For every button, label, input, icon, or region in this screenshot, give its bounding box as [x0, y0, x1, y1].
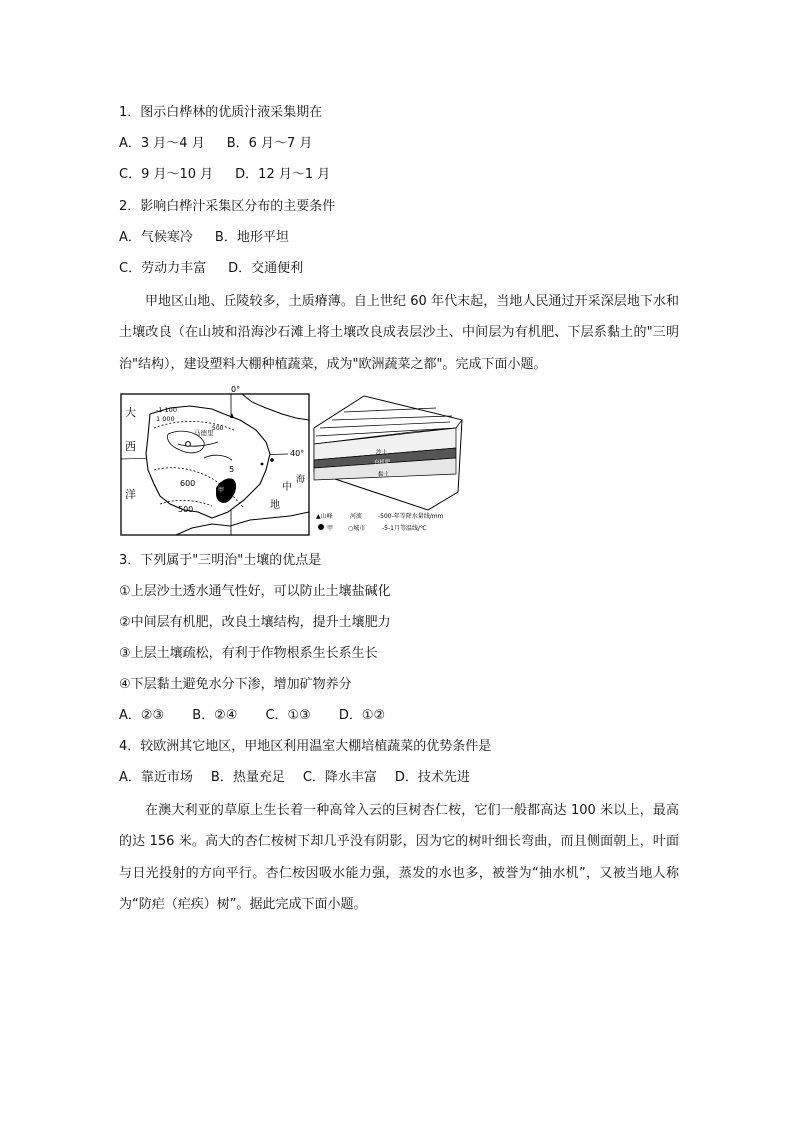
q1-option-c: C．9 月～10 月: [119, 167, 214, 182]
parallel-label: 40°: [290, 449, 305, 458]
region-jia-label: 甲: [218, 487, 225, 494]
passage-spain-vegetables: 甲地区山地、丘陵较多，土质瘠薄。自上世纪 60 年代末起，当地人民通过开采深层地下水和土壤改良（在山坡和沿海沙石滩上将土壤改良成表层沙土、中间层为有机肥、下层系黏土的"三明治"结构），建设塑料大棚种植蔬菜，成为"欧洲蔬菜之都"。完成下面小题。: [119, 294, 679, 372]
island-1: [270, 458, 274, 462]
q1-options-row-1: [119, 134, 334, 154]
q4-option-c: C．降水丰富: [302, 770, 377, 785]
ocean-label-2: 西: [125, 440, 136, 453]
q1-option-d: D．12 月～1 月: [235, 167, 331, 182]
legend-city: ○城市: [348, 525, 366, 532]
q2-option-c: C．劳动力丰富: [119, 261, 207, 276]
isoline-label-d: 500: [178, 505, 194, 514]
legend-precip: -500-年等降水量线/mm: [378, 513, 444, 520]
island-2: [261, 463, 264, 466]
q3-statement-2: ②中间层有机肥，改良土壤结构，提升土壤肥力: [119, 615, 391, 630]
soil-label-clay: 黏土: [378, 472, 390, 478]
q4-option-a: A．靠近市场: [119, 770, 193, 785]
q4-options: [119, 768, 492, 788]
q3-option-a: A．②③: [119, 708, 165, 723]
legend-temp: -5-1月等温线/℃: [382, 525, 427, 532]
legend-river: 河流: [350, 513, 363, 520]
q4-option-d: D．技术先进: [394, 770, 470, 785]
legend-jia-marker: [318, 524, 324, 530]
passage-eucalyptus: 在澳大利亚的草原上生长着一种高耸入云的巨树杏仁桉，它们一般都高达 100 米以上，最高的达 156 米。高大的杏仁桉树下却几乎没有阴影，因为它的树叶细长弯曲，而且侧面朝上，叶面与日光投射的方向平行。杏仁桉因吸水能力强，蒸发的水也多，被誉为“抽水机”，又被当地人称为“防疟（疟疾）树”。据此完成下面小题。: [119, 803, 679, 912]
isoline-label-c: 600: [180, 479, 196, 488]
q1-option-a: A．3 月～4 月: [119, 136, 205, 151]
legend-jia: 甲: [327, 525, 334, 532]
city-madrid-marker: [186, 442, 191, 447]
isoline-label-a: -1 100: [156, 406, 177, 414]
q3-option-b: B．②④: [192, 708, 238, 723]
q3-statement-3: ③上层土壤疏松，有利于作物根系生长系生长: [119, 646, 378, 661]
q2-option-b: B．地形平坦: [214, 230, 289, 245]
q4-option-b: B．热量充足: [210, 770, 285, 785]
q1-options-row-2: [119, 165, 352, 185]
ocean-label-1: 大: [125, 406, 136, 419]
q3-option-c: C．①③: [265, 708, 311, 723]
q1-option-b: B．6 月～7 月: [226, 136, 313, 151]
figure-legend: [316, 512, 444, 532]
sea-label-3: 海: [296, 475, 306, 485]
legend-mountain: ▲山峰: [316, 513, 333, 520]
q3-option-d: D．①②: [338, 708, 386, 723]
city-madrid-label: 马德里: [194, 429, 214, 437]
q3-statement-4: ④下层黏土避免水分下渗，增加矿物养分: [119, 677, 352, 692]
sea-label-2: 中: [282, 482, 292, 493]
meridian-label: 0°: [231, 385, 241, 394]
soil-profile-diagram: [314, 396, 462, 510]
q4-stem: 4．较欧洲其它地区，甲地区利用温室大棚培植蔬菜的优势条件是: [119, 739, 492, 754]
isoline-label-f: 500: [212, 425, 224, 432]
q2-stem: 2．影响白桦汁采集区分布的主要条件: [119, 199, 336, 214]
q2-options-row-2: [119, 259, 325, 279]
soil-label-sand: 沙土: [376, 450, 388, 456]
q2-options-row-1: [119, 228, 311, 248]
isoline-label-e: 5: [229, 465, 235, 474]
q3-statement-1: ①上层沙土透水通气性好，可以防止土壤盐碱化: [119, 584, 391, 599]
q3-stem: 3．下列属于"三明治"土壤的优点是: [119, 553, 322, 568]
soil-label-manure: 有机肥: [374, 460, 391, 466]
sea-label-1: 地: [270, 500, 280, 511]
q2-option-a: A．气候寒冷: [119, 230, 193, 245]
map-and-soil-profile-figure: [120, 384, 472, 536]
q1-stem: 1．图示白桦林的优质汁液采集期在: [119, 105, 323, 120]
q3-options: [119, 706, 407, 726]
q2-option-d: D．交通便利: [228, 261, 304, 276]
isoline-label-b: 1 000: [156, 415, 175, 423]
ocean-label-3: 洋: [125, 488, 136, 501]
